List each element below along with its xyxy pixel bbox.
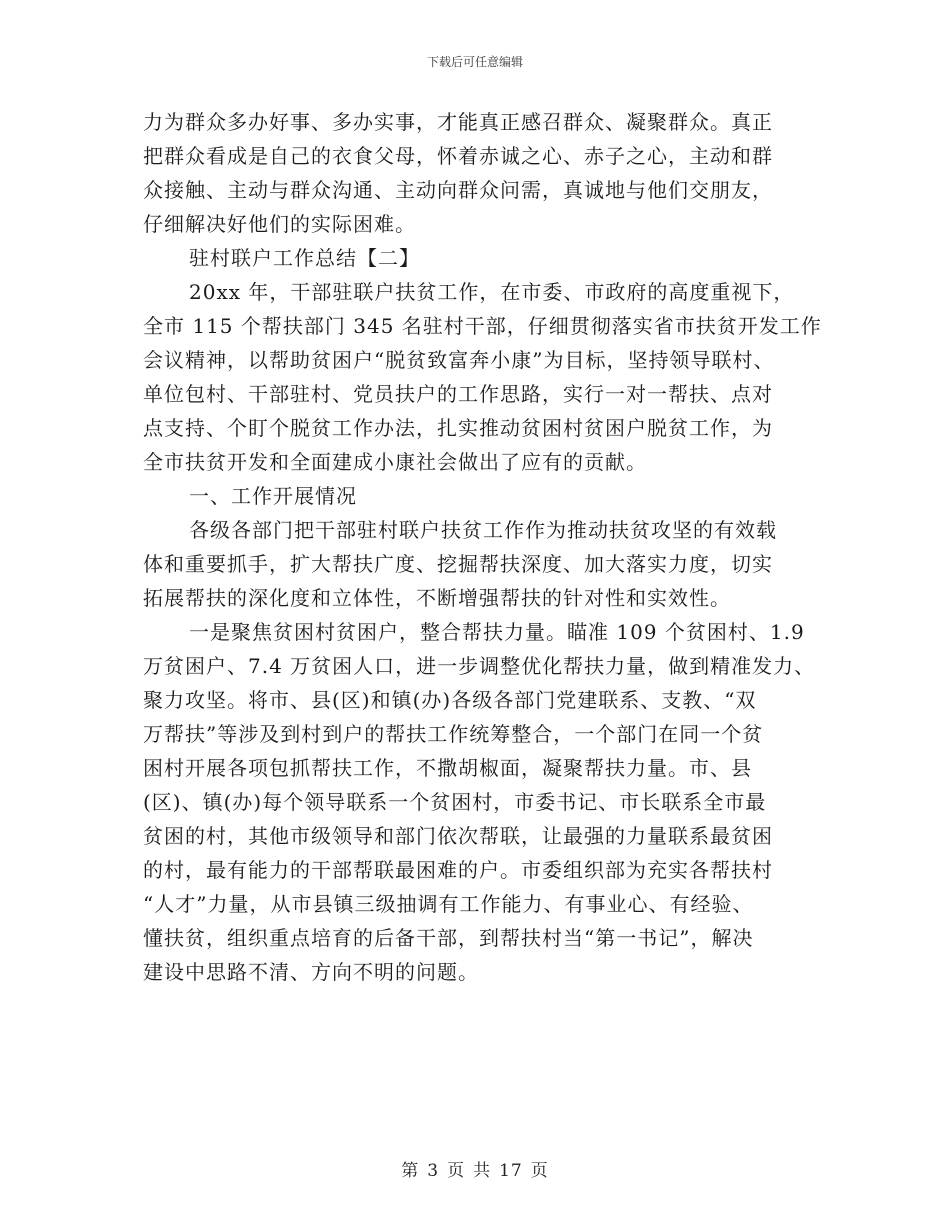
current-page-number: 3: [427, 1161, 440, 1181]
text-line: 20xx 年，干部驻联户扶贫工作，在市委、市政府的高度重视下，: [189, 280, 795, 304]
text-line: 全市扶贫开发和全面建成小康社会做出了应有的贡献。: [143, 450, 647, 474]
text-line: 单位包村、干部驻村、党员扶户的工作思路，实行一对一帮扶、点对: [143, 382, 773, 406]
text-line: 力为群众多办好事、多办实事，才能真正感召群众、凝聚群众。真正: [143, 110, 773, 134]
text-line: 万帮扶”等涉及到村到户的帮扶工作统筹整合，一个部门在同一个贫: [143, 722, 764, 746]
text-line: “人才”力量，从市县镇三级抽调有工作能力、有事业心、有经验、: [143, 892, 754, 916]
text-line: 万贫困户、7.4 万贫困人口，进一步调整优化帮扶力量，做到精准发力、: [143, 654, 816, 678]
text-line: 点支持、个盯个脱贫工作办法，扎实推动贫困村贫困户脱贫工作，为: [143, 416, 773, 440]
footer-ye: 页: [447, 1161, 466, 1181]
footer-di: 第: [401, 1161, 420, 1181]
text-line: 仔细解决好他们的实际困难。: [143, 212, 416, 236]
text-line: 聚力攻坚。将市、县(区)和镇(办)各级各部门党建联系、支教、“双: [143, 688, 757, 712]
section-heading: 驻村联户工作总结【二】: [189, 246, 420, 270]
text-line: 拓展帮扶的深化度和立体性，不断增强帮扶的针对性和实效性。: [143, 586, 731, 610]
text-line: 贫困的村，其他市级领导和部门依次帮联，让最强的力量联系最贫困: [143, 824, 773, 848]
text-line: 的村，最有能力的干部帮联最困难的户。市委组织部为充实各帮扶村: [143, 858, 773, 882]
text-line: 懂扶贫，组织重点培育的后备干部，到帮扶村当“第一书记”，解决: [143, 926, 754, 950]
text-line: 全市 115 个帮扶部门 345 名驻村干部，仔细贯彻落实省市扶贫开发工作: [143, 314, 822, 338]
footer-gong: 共: [473, 1161, 492, 1181]
section-heading: 一、工作开展情况: [189, 484, 357, 508]
total-page-count: 17: [499, 1161, 523, 1181]
text-line: 体和重要抓手，扩大帮扶广度、挖掘帮扶深度、加大落实力度，切实: [143, 552, 773, 576]
footer-ye: 页: [530, 1161, 549, 1181]
text-line: 把群众看成是自己的衣食父母，怀着赤诚之心、赤子之心，主动和群: [143, 144, 773, 168]
page-footer: [0, 1156, 950, 1181]
text-line: 一是聚焦贫困村贫困户，整合帮扶力量。瞄准 109 个贫困村、1.9: [189, 620, 805, 644]
page-header: 下载后可任意编辑: [426, 55, 523, 69]
text-line: (区)、镇(办)每个领导联系一个贫困村，市委书记、市长联系全市最: [143, 790, 767, 814]
text-line: 困村开展各项包抓帮扶工作，不撒胡椒面，凝聚帮扶力量。市、县: [143, 756, 752, 780]
text-line: 会议精神，以帮助贫困户“脱贫致富奔小康”为目标，坚持领导联村、: [143, 348, 775, 372]
text-line: 建设中思路不清、方向不明的问题。: [143, 960, 479, 984]
text-line: 众接触、主动与群众沟通、主动向群众问需，真诚地与他们交朋友，: [143, 178, 773, 202]
text-line: 各级各部门把干部驻村联户扶贫工作作为推动扶贫攻坚的有效载: [189, 518, 777, 542]
